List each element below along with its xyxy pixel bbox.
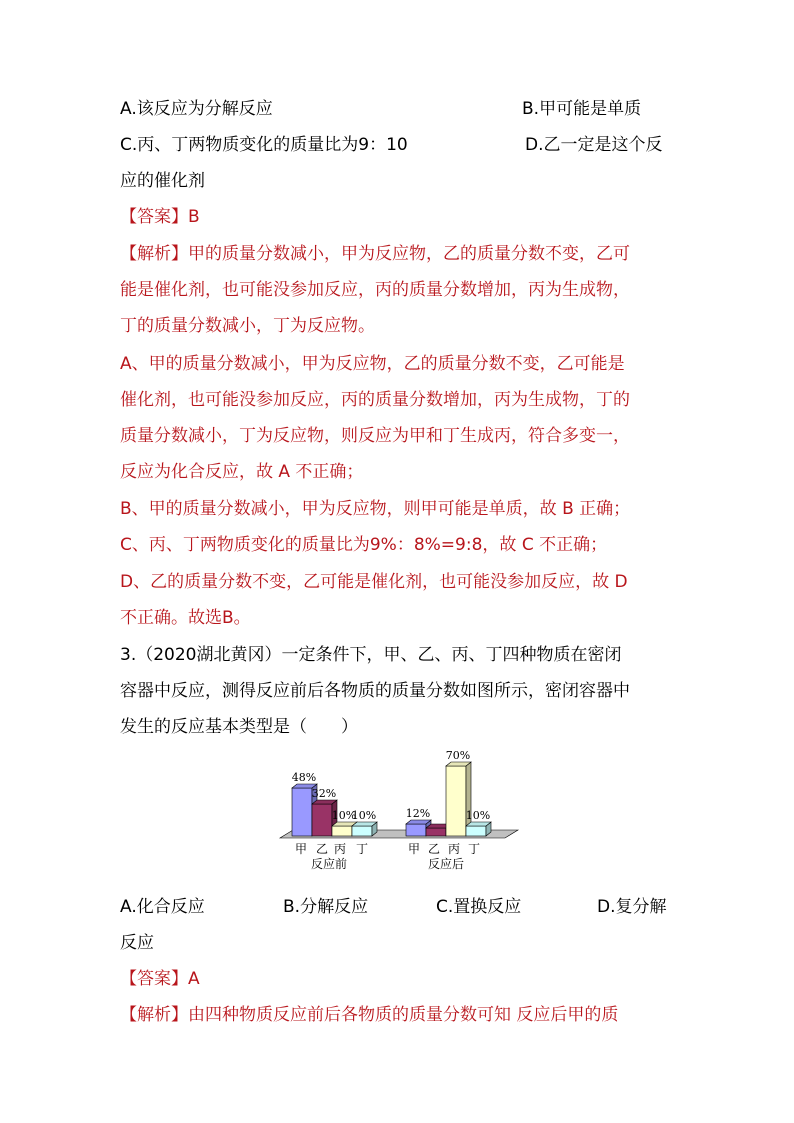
data-label: 12% — [405, 807, 431, 820]
q2-analysis-line: A、甲的质量分数减小，甲为反应物，乙的质量分数不变，乙可能是 — [120, 354, 625, 374]
q2-analysis-line: 反应为化合反应，故 A 不正确； — [120, 462, 364, 482]
q3-stem-line: 容器中反应，测得反应前后各物质的质量分数如图所示，密闭容器中 — [120, 681, 630, 701]
q3-option-b: B.分解反应 — [283, 897, 369, 917]
x-tick-label-jia-after: 甲 — [408, 842, 421, 856]
group-label-before: 反应前 — [311, 857, 348, 871]
q2-option-a: A.该反应为分解反应 — [120, 99, 273, 119]
q3-answer: 【答案】A — [120, 969, 200, 989]
q3-analysis-line: 【解析】由四种物质反应前后各物质的质量分数可知 反应后甲的质 — [120, 1005, 619, 1025]
data-label: 48% — [291, 771, 317, 784]
x-tick-label-yi-before: 乙 — [316, 842, 329, 856]
q2-option-d: D.乙一定是这个反 — [525, 135, 663, 155]
q3-option-d: D.复分解 — [597, 897, 667, 917]
q2-option-d-cont: 应的催化剂 — [120, 171, 205, 191]
q3-option-a: A.化合反应 — [120, 897, 205, 917]
x-tick-label-bing-after: 丙 — [448, 842, 461, 856]
q2-answer: 【答案】B — [120, 207, 200, 227]
q2-analysis-line: 催化剂，也可能没参加反应，丙的质量分数增加，丙为生成物，丁的 — [120, 390, 630, 410]
data-label: 10% — [465, 809, 491, 822]
x-tick-label-ding-after: 丁 — [468, 842, 481, 856]
x-tick-label-yi-after: 乙 — [428, 842, 441, 856]
q2-option-c: C.丙、丁两物质变化的质量比为9：10 — [120, 135, 408, 155]
q3-option-d-cont: 反应 — [120, 933, 154, 953]
bar-丁-反应前 — [352, 822, 377, 836]
q2-analysis-line: 能是催化剂，也可能没参加反应，丙的质量分数增加，丙为生成物， — [120, 280, 630, 300]
mass-fraction-chart — [270, 750, 530, 880]
q2-analysis-line: 不正确。故选B。 — [120, 608, 251, 628]
q2-analysis-line: B、甲的质量分数减小，甲为反应物，则甲可能是单质，故 B 正确； — [120, 499, 631, 519]
q2-analysis-line: 丁的质量分数减小，丁为反应物。 — [120, 316, 375, 336]
group-label-after: 反应后 — [428, 857, 465, 871]
data-label: 10% — [351, 809, 377, 822]
q2-analysis-line: D、乙的质量分数不变，乙可能是催化剂，也可能没参加反应，故 D — [120, 572, 628, 592]
q2-analysis-line: 质量分数减小，丁为反应物，则反应为甲和丁生成丙，符合多变一， — [120, 426, 630, 446]
bar-丁-反应后 — [466, 822, 491, 836]
q2-analysis-line: C、丙、丁两物质变化的质量比为9%：8%=9:8，故 C 不正确； — [120, 535, 608, 555]
q3-stem-line: 发生的反应基本类型是（ ） — [120, 717, 358, 737]
x-tick-label-ding-before: 丁 — [356, 842, 369, 856]
q3-stem-line: 3.（2020湖北黄冈）一定条件下，甲、乙、丙、丁四种物质在密闭 — [120, 645, 622, 665]
q2-analysis-line: 【解析】甲的质量分数减小，甲为反应物，乙的质量分数不变，乙可 — [120, 244, 630, 264]
q2-option-b: B.甲可能是单质 — [522, 99, 642, 119]
q3-option-c: C.置换反应 — [436, 897, 522, 917]
data-label: 10% — [331, 809, 357, 822]
x-tick-label-jia-before: 甲 — [295, 842, 308, 856]
data-label: 32% — [311, 787, 337, 800]
x-tick-label-bing-before: 丙 — [334, 842, 347, 856]
data-label: 70% — [445, 750, 471, 762]
